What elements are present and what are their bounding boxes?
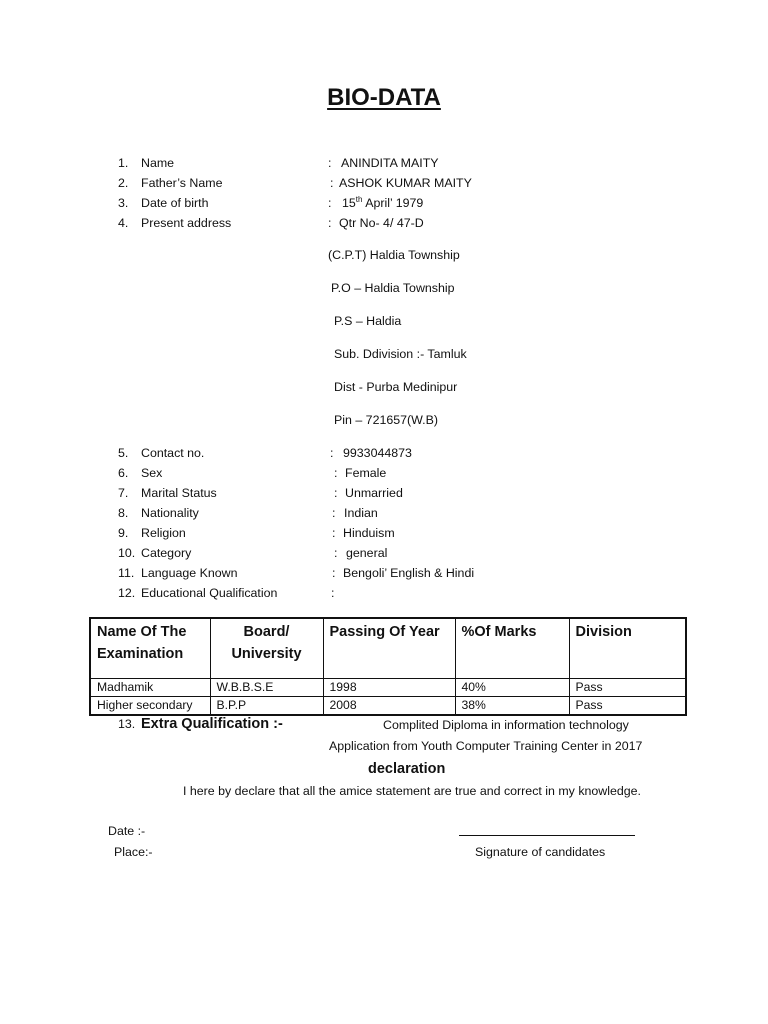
declaration-title: declaration — [368, 761, 446, 777]
table-row — [90, 697, 686, 716]
field-row-contact — [0, 446, 768, 463]
table-cell: Higher secondary — [90, 697, 210, 716]
field-colon: : — [328, 156, 332, 170]
field-value-name: ANINDITA MAITY — [341, 156, 439, 170]
field-colon: : — [334, 546, 338, 560]
field-value-sex: Female — [345, 466, 387, 480]
table-row — [90, 679, 686, 697]
table-header-row — [90, 618, 686, 679]
field-label: Category — [141, 546, 192, 560]
field-value-marital-status: Unmarried — [345, 486, 403, 500]
field-number: 5. — [118, 446, 129, 460]
field-value-address: Qtr No- 4/ 47-D — [339, 216, 424, 230]
field-number: 8. — [118, 506, 129, 520]
dob-day-suffix: th — [355, 195, 363, 204]
field-number: 3. — [118, 196, 129, 210]
field-number: 2. — [118, 176, 129, 190]
table-cell: Pass — [569, 679, 686, 697]
table-cell: 40% — [455, 679, 569, 697]
declaration-text: I here by declare that all the amice statement are true and correct in my knowledge. — [183, 784, 641, 798]
field-label: Name — [141, 156, 175, 170]
field-row-sex — [0, 466, 768, 483]
field-row-address — [0, 216, 768, 233]
header-marks: %Of Marks — [455, 618, 569, 679]
field-number: 1. — [118, 156, 129, 170]
field-colon: : — [332, 526, 336, 540]
table-cell: 38% — [455, 697, 569, 716]
address-line: Sub. Ddivision :- Tamluk — [334, 347, 467, 361]
table-cell: B.P.P — [210, 697, 323, 716]
address-line: P.S – Haldia — [334, 314, 402, 328]
field-value-father-name: ASHOK KUMAR MAITY — [339, 176, 472, 190]
field-colon: : — [334, 466, 338, 480]
field-colon: : — [330, 176, 334, 190]
field-label: Present address — [141, 216, 232, 230]
field-row-name — [0, 156, 768, 173]
field-colon: : — [331, 586, 335, 600]
signature-label: Signature of candidates — [475, 845, 606, 859]
field-value-dob — [342, 196, 423, 210]
field-label: Educational Qualification — [141, 586, 278, 600]
field-row-language — [0, 566, 768, 583]
field-row-marital-status — [0, 486, 768, 503]
field-label: Religion — [141, 526, 186, 540]
field-row-education — [0, 586, 768, 603]
field-number: 12. — [118, 586, 136, 600]
field-label: Language Known — [141, 566, 238, 580]
table-cell: W.B.B.S.E — [210, 679, 323, 697]
extra-qualification-line: Application from Youth Computer Training Center in 2017 — [329, 739, 643, 753]
education-table — [89, 617, 687, 716]
header-board: Board/ University — [210, 618, 323, 679]
field-label: Sex — [141, 466, 163, 480]
field-row-dob — [0, 196, 768, 213]
address-line: (C.P.T) Haldia Township — [328, 248, 460, 262]
field-colon: : — [332, 506, 336, 520]
extra-qualification-title: Extra Qualification :- — [141, 716, 283, 732]
field-label: Marital Status — [141, 486, 217, 500]
date-label: Date :- — [108, 824, 146, 838]
field-colon: : — [328, 196, 332, 210]
header-division: Division — [569, 618, 686, 679]
field-number: 7. — [118, 486, 129, 500]
field-number: 11. — [118, 566, 135, 580]
field-value-nationality: Indian — [344, 506, 378, 520]
field-row-religion — [0, 526, 768, 543]
field-colon: : — [330, 446, 334, 460]
header-passing-year: Passing Of Year — [323, 618, 455, 679]
field-row-nationality — [0, 506, 768, 523]
address-line: P.O – Haldia Township — [331, 281, 455, 295]
header-examination: Name Of The Examination — [90, 618, 210, 679]
table-cell: Pass — [569, 697, 686, 716]
field-number: 9. — [118, 526, 129, 540]
field-row-father-name — [0, 176, 768, 193]
field-value-category: general — [346, 546, 388, 560]
field-colon: : — [332, 566, 336, 580]
address-line: Pin – 721657(W.B) — [334, 413, 439, 427]
place-label: Place:- — [114, 845, 153, 859]
dob-day: 15 — [342, 196, 356, 210]
field-number: 4. — [118, 216, 129, 230]
signature-line — [459, 835, 635, 836]
address-line: Dist - Purba Medinipur — [334, 380, 458, 394]
field-number: 6. — [118, 466, 129, 480]
extra-qualification-number: 13. — [118, 717, 136, 731]
field-value-language: Bengoli’ English & Hindi — [343, 566, 475, 580]
field-label: Contact no. — [141, 446, 205, 460]
field-label: Nationality — [141, 506, 199, 520]
table-cell: 1998 — [323, 679, 455, 697]
field-value-contact: 9933044873 — [343, 446, 412, 460]
field-colon: : — [328, 216, 332, 230]
field-colon: : — [334, 486, 338, 500]
extra-qualification-line: Complited Diploma in information technology — [383, 718, 629, 732]
field-label: Father’s Name — [141, 176, 223, 190]
table-cell: 2008 — [323, 697, 455, 716]
field-value-religion: Hinduism — [343, 526, 395, 540]
field-row-category — [0, 546, 768, 563]
page-title: BIO-DATA — [327, 84, 441, 111]
dob-month-year: April’ 1979 — [362, 196, 424, 210]
field-number: 10. — [118, 546, 136, 560]
table-cell: Madhamik — [90, 679, 210, 697]
field-label: Date of birth — [141, 196, 209, 210]
